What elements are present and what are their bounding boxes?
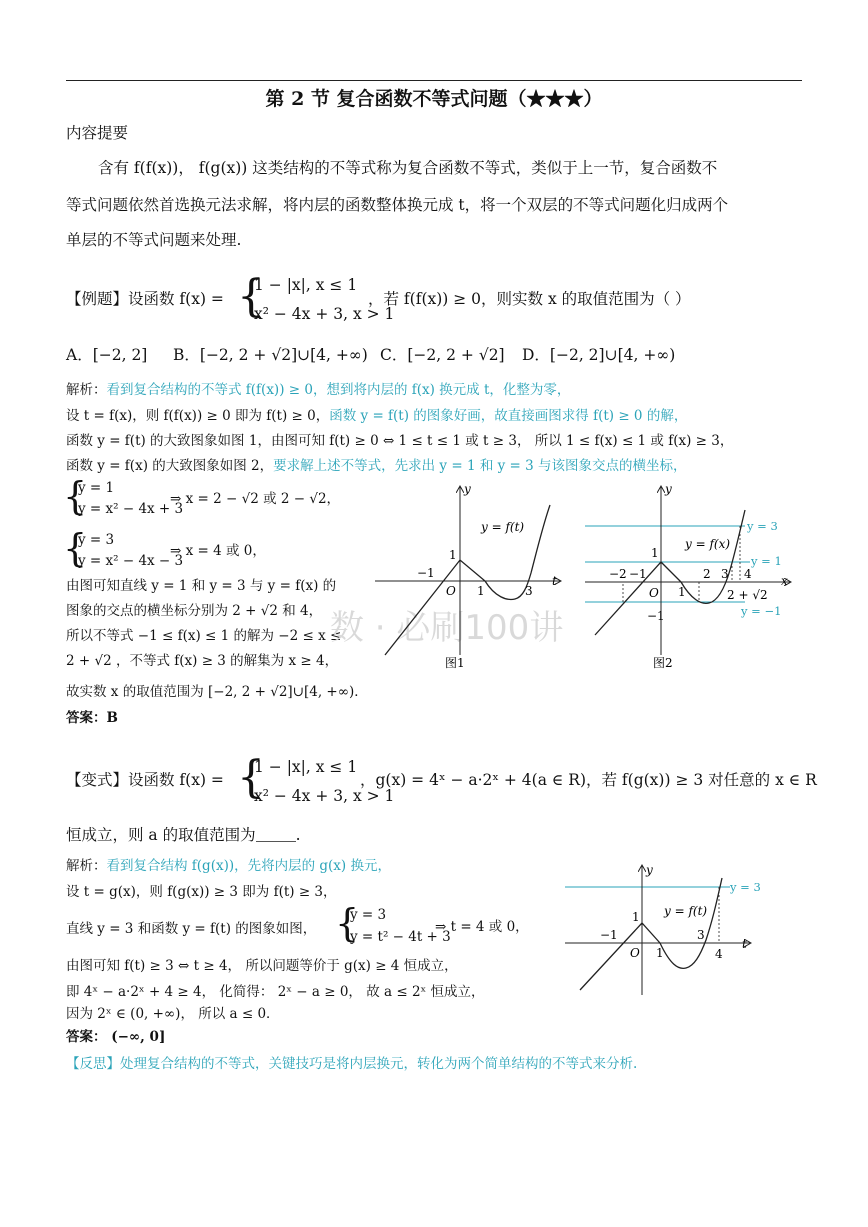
- solution2-line-3: 直线 y = 3 和函数 y = f(t) 的图象如图，: [66, 921, 317, 937]
- fig2-tick-y1: 1: [651, 546, 659, 560]
- fig1-caption: 图1: [445, 656, 465, 670]
- solution2-line-2: 设 t = g(x)，则 f(g(x)) ≥ 3 即为 f(t) ≥ 3，: [66, 884, 337, 900]
- fig2-curve-label: y = f(x): [685, 537, 731, 551]
- solution-line-4a: 函数 y = f(x) 的大致图象如图 2，: [66, 458, 274, 474]
- fig2-label-y1: y = 1: [751, 554, 782, 568]
- solution-para-1: 由图可知直线 y = 1 和 y = 3 与 y = f(x) 的: [66, 578, 337, 594]
- system-2-eq2: y = x² − 4x − 3: [78, 553, 184, 569]
- fig2-tick-3: 3: [721, 567, 729, 581]
- solution-para-5: 故实数 x 的取值范围为 [−2, 2 + √2]∪[4, +∞)．: [66, 684, 368, 700]
- solution-line-3: 函数 y = f(t) 的大致图象如图 1，由图可知 f(t) ≥ 0 ⇔ 1 ≤ t ≤ 1 或 t ≥ 3， 所以 1 ≤ f(x) ≤ 1 或 f(x) ≥ 3，: [66, 433, 734, 449]
- fig2-x-label: x: [781, 574, 788, 588]
- page-title: 第 2 节 复合函数不等式问题（★★★）: [265, 88, 603, 110]
- fig3-curve-left: [580, 923, 660, 990]
- fig1-tick-m1: −1: [417, 566, 435, 580]
- solution-label: 解析：: [66, 382, 107, 398]
- solution2-sys-eq2: y = t² − 4t + 3: [350, 929, 451, 945]
- answer-blank: [256, 827, 296, 842]
- solution2-line-5: 即 4ˣ − a·2ˣ + 4 ≥ 4， 化简得： 2ˣ − a ≥ 0， 故 a ≤ 2ˣ 恒成立，: [66, 984, 485, 1000]
- option-c: C．[−2, 2 + √2]: [380, 346, 505, 364]
- solution-para-3: 所以不等式 −1 ≤ f(x) ≤ 1 的解为 −2 ≤ x ≤: [66, 628, 342, 644]
- solution-hint-1: 看到复合结构的不等式 f(f(x)) ≥ 0，想到将内层的 f(x) 换元成 t，化整为零，: [106, 382, 571, 398]
- system-2-brace: {: [63, 526, 88, 570]
- system-1-brace: {: [63, 474, 88, 518]
- solution2-brace: {: [335, 901, 360, 945]
- example-label: 【例题】设函数 f(x) =: [66, 290, 224, 308]
- solution2-label: 解析：: [66, 858, 107, 874]
- option-b: B．[−2, 2 + √2]∪[4, +∞): [173, 346, 368, 364]
- fig1-tick-3: 3: [525, 584, 533, 598]
- fig1-tick-y1: 1: [449, 548, 457, 562]
- example-tail: ，若 f(f(x)) ≥ 0，则实数 x 的取值范围为（ ）: [368, 290, 691, 308]
- fig2-tick-2: 2: [703, 567, 711, 581]
- answer-2: 答案： (−∞, 0]: [66, 1029, 166, 1045]
- system-1-result: ⇒ x = 2 − √2 或 2 − √2，: [170, 491, 341, 507]
- fig2-label-ym1: y = −1: [741, 604, 782, 618]
- variant-label: 【变式】设函数 f(x) =: [66, 771, 224, 789]
- fig2-y-label: y: [665, 482, 672, 496]
- option-a: A．[−2, 2]: [66, 346, 148, 364]
- fig3-tick-m1: −1: [600, 928, 618, 942]
- system-2-eq1: y = 3: [78, 532, 115, 548]
- variant-line-2: 恒成立，则 a 的取值范围为: [66, 826, 256, 844]
- fig3-curve-label: y = f(t): [664, 904, 708, 918]
- solution-hint-2: 函数 y = f(t) 的图象好画，故直接画图求得 f(t) ≥ 0 的解，: [329, 408, 688, 424]
- fig3-x-label: t: [742, 937, 747, 951]
- intro-line-3: 单层的不等式问题来处理.: [66, 231, 242, 249]
- fig3-tick-y1: 1: [632, 910, 640, 924]
- example-brace: {: [237, 271, 265, 322]
- header-rule: [66, 80, 802, 81]
- solution2-line-6: 因为 2ˣ ∈ (0, +∞)， 所以 a ≤ 0．: [66, 1006, 280, 1022]
- fig1-tick-1: 1: [477, 584, 485, 598]
- solution2-hint: 看到复合结构 f(g(x))，先将内层的 g(x) 换元，: [106, 858, 391, 874]
- fig2-tick-2p: 2 + √2: [727, 588, 768, 602]
- fig1-x-label: t: [552, 574, 557, 588]
- option-d: D．[−2, 2]∪[4, +∞): [522, 346, 676, 364]
- fig3-label-y3: y = 3: [730, 880, 761, 894]
- intro-line-1: 含有 f(f(x))， f(g(x)) 这类结构的不等式称为复合函数不等式，类似于上一节，复合函数不: [98, 159, 718, 177]
- reflection: 【反思】处理复合结构的不等式，关键技巧是将内层换元，转化为两个简单结构的不等式来分析.: [66, 1056, 638, 1072]
- solution-para-2: 图象的交点的横坐标分别为 2 + √2 和 4，: [66, 603, 323, 619]
- solution2-line-4: 由图可知 f(t) ≥ 3 ⇔ t ≥ 4， 所以问题等价于 g(x) ≥ 4 恒成立，: [66, 958, 458, 974]
- solution-hint-4: 要求解上述不等式，先求出 y = 1 和 y = 3 与该图象交点的横坐标，: [273, 458, 687, 474]
- solution-line-2a: 设 t = f(x)，则 f(f(x)) ≥ 0 即为 f(t) ≥ 0，: [66, 408, 330, 424]
- fig3-tick-1: 1: [656, 946, 664, 960]
- variant-case-2: x² − 4x + 3, x > 1: [254, 787, 395, 805]
- fig2-tick-4: 4: [744, 567, 752, 581]
- system-1-eq2: y = x² − 4x + 3: [78, 501, 184, 517]
- solution-para-4: 2 + √2 ，不等式 f(x) ≥ 3 的解集为 x ≥ 4，: [66, 653, 339, 669]
- fig1-curve-left: [385, 560, 485, 655]
- intro-line-2: 等式问题依然首选换元法求解，将内层的函数整体换元成 t，将一个双层的不等式问题化归成两个: [66, 196, 729, 214]
- example-case-1: 1 − |x|, x ≤ 1: [254, 276, 358, 294]
- example-case-2: x² − 4x + 3, x > 1: [254, 305, 395, 323]
- figure-1: [365, 475, 575, 675]
- fig2-tick-m1: −1: [629, 567, 647, 581]
- solution2-sys-eq1: y = 3: [350, 907, 387, 923]
- variant-line-2-end: .: [295, 826, 301, 844]
- fig1-y-label: y: [464, 482, 471, 496]
- variant-tail: ，g(x) = 4ˣ − a·2ˣ + 4(a ∈ R)，若 f(g(x)) ≥ 3 对任意的 x ∈ R: [360, 771, 817, 789]
- variant-case-1: 1 − |x|, x ≤ 1: [254, 758, 358, 776]
- intro-heading: 内容提要: [66, 124, 129, 142]
- fig3-origin: O: [630, 946, 640, 960]
- fig1-origin: O: [446, 584, 456, 598]
- fig2-tick-ym1: −1: [647, 609, 665, 623]
- solution2-sys-result: ⇒ t = 4 或 0，: [435, 919, 529, 935]
- system-2-result: ⇒ x = 4 或 0，: [170, 543, 266, 559]
- watermark: 数 · 必刷100讲: [330, 608, 564, 648]
- variant-brace: {: [237, 752, 265, 803]
- fig3-tick-4: 4: [715, 947, 723, 961]
- figure-2: [585, 475, 805, 675]
- fig2-origin: O: [649, 586, 659, 600]
- fig3-y-label: y: [646, 863, 653, 877]
- fig1-curve-label: y = f(t): [481, 520, 525, 534]
- fig3-curve-right: [660, 878, 722, 968]
- figure-3: [560, 860, 790, 1000]
- fig3-tick-3: 3: [697, 928, 705, 942]
- fig2-caption: 图2: [653, 656, 673, 670]
- system-1-eq1: y = 1: [78, 480, 115, 496]
- fig2-tick-m2: −2: [609, 567, 627, 581]
- answer-1: 答案：B: [66, 710, 118, 726]
- fig2-label-y3: y = 3: [747, 519, 778, 533]
- fig2-tick-1: 1: [678, 585, 686, 599]
